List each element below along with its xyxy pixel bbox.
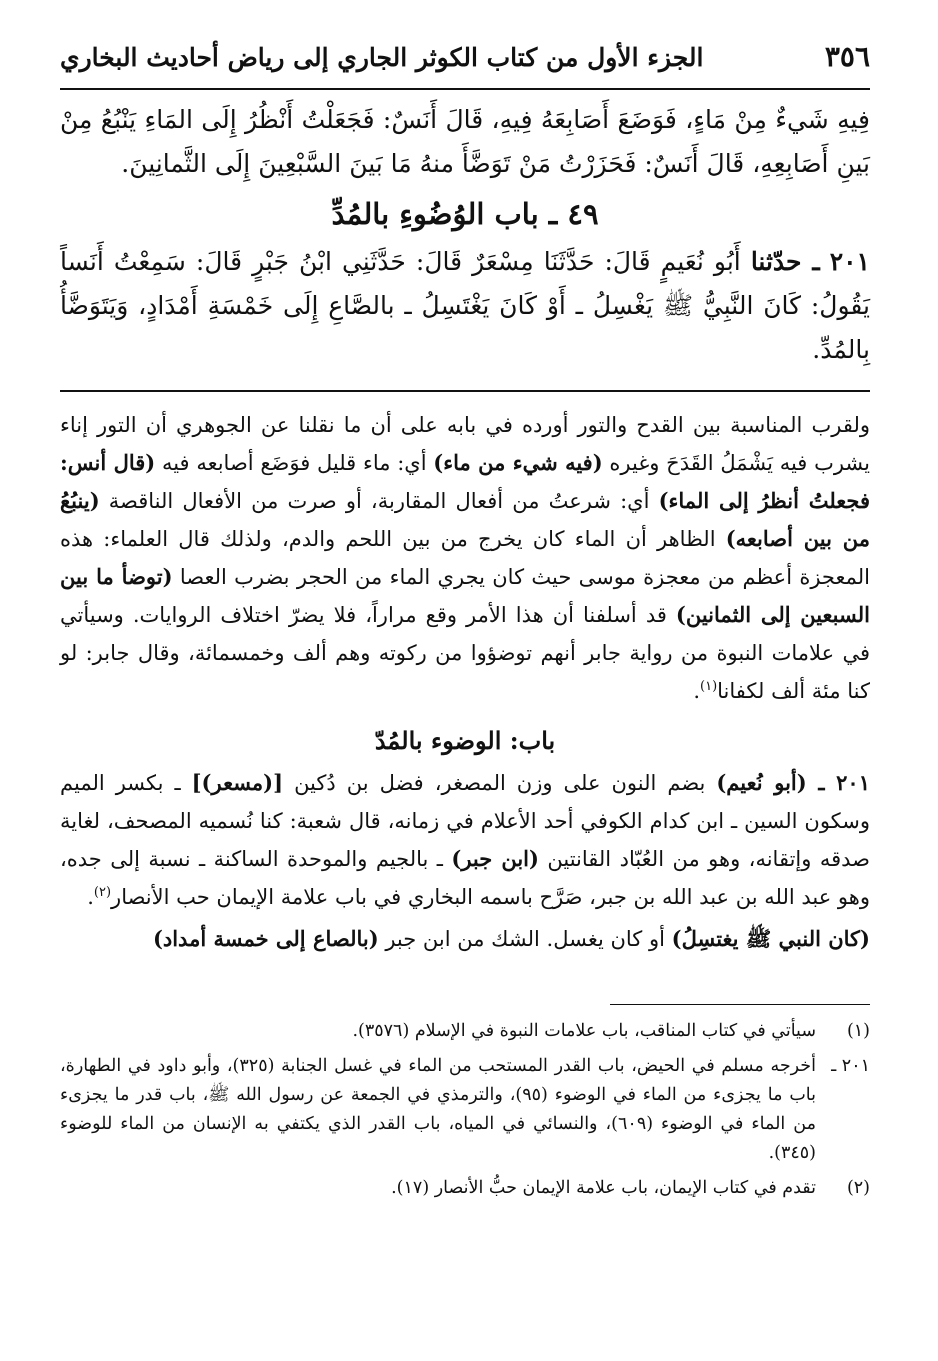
footnote-reference[interactable]: (١) bbox=[700, 679, 718, 694]
footnote-item bbox=[60, 1017, 870, 1046]
quoted-phrase: (توضأ ما بين السبعين إلى الثمانين) bbox=[60, 564, 870, 627]
footnote-label: ٢٠١ ـ bbox=[831, 1056, 870, 1076]
commentary-text: بضم النون على وزن المصغر، فضل بن دُكين bbox=[283, 771, 717, 795]
footnote-item bbox=[60, 1052, 870, 1168]
quoted-phrase: (أبو نُعيم) bbox=[716, 770, 807, 795]
hadith-number: ٢٠١ bbox=[829, 247, 870, 276]
footnote-item bbox=[60, 1174, 870, 1203]
footnotes bbox=[60, 1017, 870, 1203]
quoted-phrase: (ابن جبر) bbox=[451, 846, 539, 871]
chapter-heading: ٤٩ ـ باب الوُضُوءِ بالمُدِّ bbox=[331, 197, 599, 231]
footnote-label: (٢) bbox=[846, 1178, 870, 1198]
commentary-text: . bbox=[87, 885, 94, 909]
running-title: الجزء الأول من كتاب الكوثر الجاري إلى رياض أحاديث البخاري bbox=[60, 43, 704, 72]
commentary-text: . bbox=[693, 679, 701, 703]
hadith-line: أَصَابِعِهِ، قَالَ أَنَسٌ: فَحَزَرْتُ مَنْ تَوَضَّأَ منهُ مَا بَينَ السَّبْعِينَ إِلَى الثَّمانِينَ. bbox=[121, 149, 829, 178]
commentary-paragraph bbox=[60, 764, 870, 916]
commentary-text: أو كان يغسل. الشك من ابن جبر bbox=[378, 927, 672, 951]
commentary-section bbox=[60, 406, 870, 958]
footnote-label: (١) bbox=[846, 1021, 870, 1041]
footnote-reference[interactable]: (٢) bbox=[93, 885, 112, 900]
commentary-text: قد أسلفنا أن هذا الأمر وقع مراراً، فلا يضرّ اختلاف الروايات. وسيأتي في علامات النبوة من رواية جابر أنهم توضؤوا من ركوته وهم ألف وخمسمائة، وقال جابر: لو كنا مئة ألف لكفانا bbox=[60, 603, 870, 703]
quoted-phrase: (فيه شيء من ماء) bbox=[433, 450, 603, 475]
commentary-text: ولقرب المناسبة بين القدح والتور أورده في بابه على أن ما نقلنا عن الجوهري أن التور إناء يشرب فيه يَشْمَلُ القَدَحَ وغيره bbox=[60, 413, 871, 475]
hadith-201 bbox=[60, 240, 870, 372]
commentary-text: الظاهر أن الماء كان يخرج من بين اللحم والدم، ولذلك قال العلماء: هذه المعجزة أعظم من معجزة موسى حيث كان يجري الماء من الحجر بضرب العصا bbox=[60, 527, 870, 589]
page-number: ٣٥٦ bbox=[824, 40, 870, 73]
quoted-phrase: [(مسعر)] bbox=[191, 770, 284, 795]
book-page bbox=[60, 40, 870, 1209]
commentary-text: ـ بالجيم والموحدة الساكنة ـ نسبة إلى جده، وهو عبد الله بن عبد الله بن جبر، صَرَّح باسمه البخاري في باب علامة الإيمان حب الأنصار bbox=[60, 847, 870, 909]
commentary-text: أي: ماء قليل فوَضَع أصابعه فيه bbox=[155, 451, 434, 475]
commentary-paragraph bbox=[60, 920, 870, 958]
commentary-text: ـ بكسر الميم وسكون السين ـ ابن كدام الكوفي أحد الأعلام في زمانه، قال شعبة: كنا نُسميه المصحف، لغاية صدقه وإتقانه، وهو من العُبّاد القانتين bbox=[60, 771, 870, 871]
hadith-number: ٢٠١ ـ bbox=[806, 770, 870, 795]
main-divider bbox=[60, 390, 870, 392]
commentary-heading: باب: الوضوء بالمُدّ bbox=[374, 726, 556, 755]
commentary-text: أي: شرعتُ من أفعال المقاربة، أو صرت من الأفعال الناقصة bbox=[99, 489, 659, 513]
footnote-text: تقدم في كتاب الإيمان، باب علامة الإيمان حبُّ الأنصار (١٧). bbox=[391, 1178, 816, 1198]
footnote-text: سيأتي في كتاب المناقب، باب علامات النبوة في الإسلام (٣٥٧٦). bbox=[352, 1021, 816, 1041]
quoted-phrase: (كان النبي ﷺ يغتسِلُ) bbox=[671, 926, 870, 951]
hadith-line: فِيهِ شَيءٌ مِنْ مَاءٍ، فَوَضَعَ أَصَابِعَهُ فِيهِ، قَالَ أَنَسٌ: فَجَعَلْتُ أَنْظُرُ إِلَى المَاءِ يَنْبُعُ مِنْ بَينِ bbox=[60, 105, 870, 178]
hadith-body: أَبُو نُعَيمٍ قَالَ: حَدَّثَنَا مِسْعَرٌ قَالَ: حَدَّثَنِي ابْنُ جَبْرٍ قَالَ: سَمِعْتُ أَنَساً يَقُولُ: كَانَ النَّبِيُّ ﷺ يَغْسِلُ ـ أَوْ كَانَ يَغْتَسِلُ ـ بالصَّاعِ إِلَى خَمْسَةِ أَمْدَادٍ، وَيَتَوَضَّأُ بِالمُدِّ. bbox=[60, 247, 870, 364]
hadith-continuation bbox=[60, 98, 870, 186]
hadith-opening: ـ حدّثنا bbox=[750, 247, 820, 276]
quoted-phrase: (بالصاع إلى خمسة أمداد) bbox=[152, 926, 379, 951]
quoted-phrase: (ينبُعُ من بين أصابعه) bbox=[60, 488, 870, 551]
page-header bbox=[60, 40, 870, 90]
hadith-text-block bbox=[60, 98, 870, 372]
footnote-divider bbox=[610, 1004, 870, 1005]
commentary-paragraph bbox=[60, 406, 870, 710]
quoted-phrase: (قال أنس: فجعلتُ أنظرُ إلى الماء) bbox=[60, 450, 871, 513]
footnote-text: أخرجه مسلم في الحيض، باب القدر المستحب من الماء في غسل الجنابة (٣٢٥)، وأبو داود في الطهارة، باب ما يجزىء من الماء في الوضوء (٩٥)، والترمذي في الجمعة عن رسول الله ﷺ، باب قدر ما يجزىء من الماء في الوضوء (٦٠٩)، والنسائي في المياه، باب القدر الذي يكتفي به الإنسان من الماء للوضوء (٣٤٥). bbox=[60, 1056, 816, 1163]
